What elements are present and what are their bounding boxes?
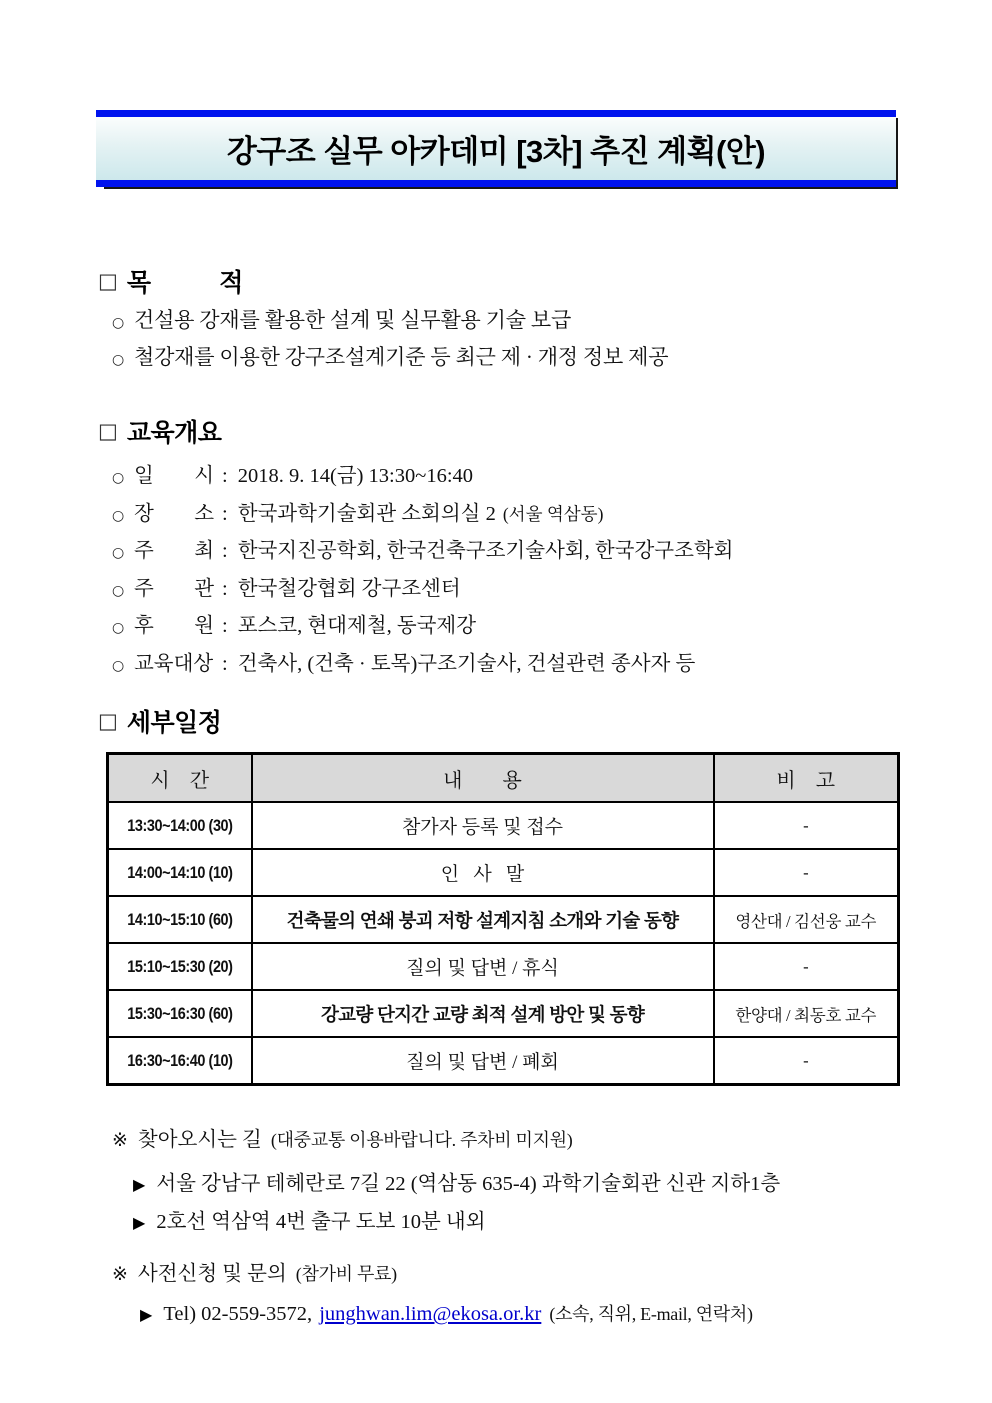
overview-note: (서울 역삼동) bbox=[502, 504, 604, 524]
square-bullet-icon: □ bbox=[98, 418, 118, 443]
circle-bullet-icon: ○ bbox=[112, 583, 125, 599]
schedule-table bbox=[106, 752, 900, 1086]
schedule-heading-text: 세부일정 bbox=[126, 709, 222, 737]
time-text: 16:30~16:40 (10) bbox=[127, 1050, 233, 1070]
cell-content: 인 사 말 bbox=[252, 849, 714, 896]
cell-content: 강교량 단지간 교량 최적 설계 방안 및 동향 bbox=[252, 990, 714, 1037]
overview-value: 한국지진공학회, 한국건축구조기술사회, 한국강구조학회 bbox=[237, 540, 734, 562]
colon-separator: : bbox=[222, 503, 228, 525]
section-heading-overview bbox=[98, 413, 221, 449]
purpose-bullet-1-text: 건설용 강재를 활용한 설계 및 실무활용 기술 보급 bbox=[134, 308, 572, 332]
colon-separator: : bbox=[222, 615, 228, 637]
time-text: 14:00~14:10 (10) bbox=[127, 862, 233, 882]
cell-remark: - bbox=[714, 802, 899, 849]
purpose-bullet-2-text: 철강재를 이용한 강구조설계기준 등 최근 제 · 개정 정보 제공 bbox=[134, 345, 669, 369]
table-row bbox=[108, 990, 899, 1037]
circle-bullet-icon: ○ bbox=[112, 315, 125, 331]
registration-contact-row bbox=[140, 1300, 753, 1326]
directions-line-2 bbox=[133, 1204, 486, 1234]
section-heading-schedule bbox=[98, 703, 221, 739]
cell-remark: - bbox=[714, 1037, 899, 1085]
overview-value: 건축사, (건축 · 토목)구조기술사, 건설관련 종사자 등 bbox=[237, 653, 696, 675]
registration-heading-text: 사전신청 및 문의 bbox=[137, 1263, 287, 1285]
purpose-bullet-2 bbox=[112, 341, 668, 371]
overview-label: 주 최 bbox=[134, 540, 214, 562]
colon-separator: : bbox=[222, 465, 228, 487]
time-text: 15:30~16:30 (60) bbox=[127, 1003, 233, 1023]
section-heading-purpose bbox=[98, 263, 243, 299]
overview-label: 일 시 bbox=[134, 465, 214, 487]
table-row bbox=[108, 802, 899, 849]
col-header-content: 내 용 bbox=[252, 754, 714, 803]
col-header-time: 시 간 bbox=[108, 754, 252, 803]
overview-heading-text: 교육개요 bbox=[126, 419, 222, 447]
tel-text: Tel) 02-559-3572, bbox=[163, 1303, 313, 1325]
overview-label: 주 관 bbox=[134, 578, 214, 600]
overview-value: 한국과학기술회관 소회의실 2 bbox=[237, 503, 496, 525]
table-row bbox=[108, 943, 899, 990]
cell-time bbox=[108, 943, 252, 990]
directions-heading-note: (대중교통 이용바랍니다. 주차비 미지원) bbox=[270, 1130, 573, 1150]
cell-content: 질의 및 답변 / 폐회 bbox=[252, 1037, 714, 1085]
arrow-right-icon: ▶ bbox=[133, 1175, 146, 1194]
purpose-bullet-1 bbox=[112, 304, 571, 334]
table-row bbox=[108, 896, 899, 943]
registration-heading-note: (참가비 무료) bbox=[295, 1264, 397, 1284]
circle-bullet-icon: ○ bbox=[112, 508, 125, 524]
table-header-row bbox=[108, 754, 899, 803]
col-header-remark: 비 고 bbox=[714, 754, 899, 803]
overview-item-audience bbox=[112, 646, 702, 676]
overview-item-datetime bbox=[112, 458, 480, 488]
table-row bbox=[108, 1037, 899, 1085]
colon-separator: : bbox=[222, 653, 228, 675]
circle-bullet-icon: ○ bbox=[112, 545, 125, 561]
arrow-right-icon: ▶ bbox=[140, 1305, 153, 1324]
overview-item-host bbox=[112, 533, 740, 563]
time-text: 13:30~14:00 (30) bbox=[127, 815, 233, 835]
directions-line-1 bbox=[133, 1166, 780, 1196]
cell-time bbox=[108, 990, 252, 1037]
directions-heading-row bbox=[112, 1122, 572, 1152]
cell-remark: 영산대 / 김선웅 교수 bbox=[714, 896, 899, 943]
circle-bullet-icon: ○ bbox=[112, 620, 125, 636]
cell-content: 건축물의 연쇄 붕괴 저항 설계지침 소개와 기술 동향 bbox=[252, 896, 714, 943]
reference-mark-icon: ※ bbox=[112, 1263, 128, 1285]
cell-time bbox=[108, 849, 252, 896]
overview-value: 한국철강협회 강구조센터 bbox=[237, 578, 461, 600]
title-banner bbox=[96, 110, 896, 187]
circle-bullet-icon: ○ bbox=[112, 658, 125, 674]
square-bullet-icon: □ bbox=[98, 708, 118, 733]
cell-time bbox=[108, 802, 252, 849]
overview-label: 교육대상 bbox=[134, 653, 214, 675]
cell-content: 참가자 등록 및 접수 bbox=[252, 802, 714, 849]
contact-fields-note: (소속, 직위, E-mail, 연락처) bbox=[549, 1304, 753, 1324]
overview-value: 2018. 9. 14(금) 13:30~16:40 bbox=[237, 465, 474, 487]
directions-line-1-text: 서울 강남구 테헤란로 7길 22 (역삼동 635-4) 과학기술회관 신관 지하1층 bbox=[156, 1173, 781, 1195]
time-text: 14:10~15:10 (60) bbox=[127, 909, 233, 929]
reference-mark-icon: ※ bbox=[112, 1129, 128, 1151]
purpose-heading-text: 목 적 bbox=[126, 269, 243, 297]
colon-separator: : bbox=[222, 578, 228, 600]
directions-heading-text: 찾아오시는 길 bbox=[137, 1129, 262, 1151]
overview-item-organizer bbox=[112, 571, 468, 601]
directions-line-2-text: 2호선 역삼역 4번 출구 도보 10분 내외 bbox=[156, 1211, 486, 1233]
registration-heading-row bbox=[112, 1256, 397, 1286]
cell-time bbox=[108, 1037, 252, 1085]
cell-remark: 한양대 / 최동호 교수 bbox=[714, 990, 899, 1037]
circle-bullet-icon: ○ bbox=[112, 470, 125, 486]
email-link[interactable]: junghwan.lim@ekosa.or.kr bbox=[319, 1303, 542, 1325]
cell-remark: - bbox=[714, 849, 899, 896]
colon-separator: : bbox=[222, 540, 228, 562]
square-bullet-icon: □ bbox=[98, 268, 118, 293]
arrow-right-icon: ▶ bbox=[133, 1213, 146, 1232]
cell-content: 질의 및 답변 / 휴식 bbox=[252, 943, 714, 990]
overview-item-venue bbox=[112, 496, 603, 526]
overview-item-sponsor bbox=[112, 608, 483, 638]
circle-bullet-icon: ○ bbox=[112, 352, 125, 368]
overview-value: 포스코, 현대제철, 동국제강 bbox=[237, 615, 477, 637]
cell-remark: - bbox=[714, 943, 899, 990]
overview-label: 장 소 bbox=[134, 503, 214, 525]
time-text: 15:10~15:30 (20) bbox=[127, 956, 233, 976]
cell-time bbox=[108, 896, 252, 943]
page-title: 강구조 실무 아카데미 [3차] 추진 계획(안) bbox=[226, 134, 766, 169]
table-row bbox=[108, 849, 899, 896]
overview-label: 후 원 bbox=[134, 615, 214, 637]
